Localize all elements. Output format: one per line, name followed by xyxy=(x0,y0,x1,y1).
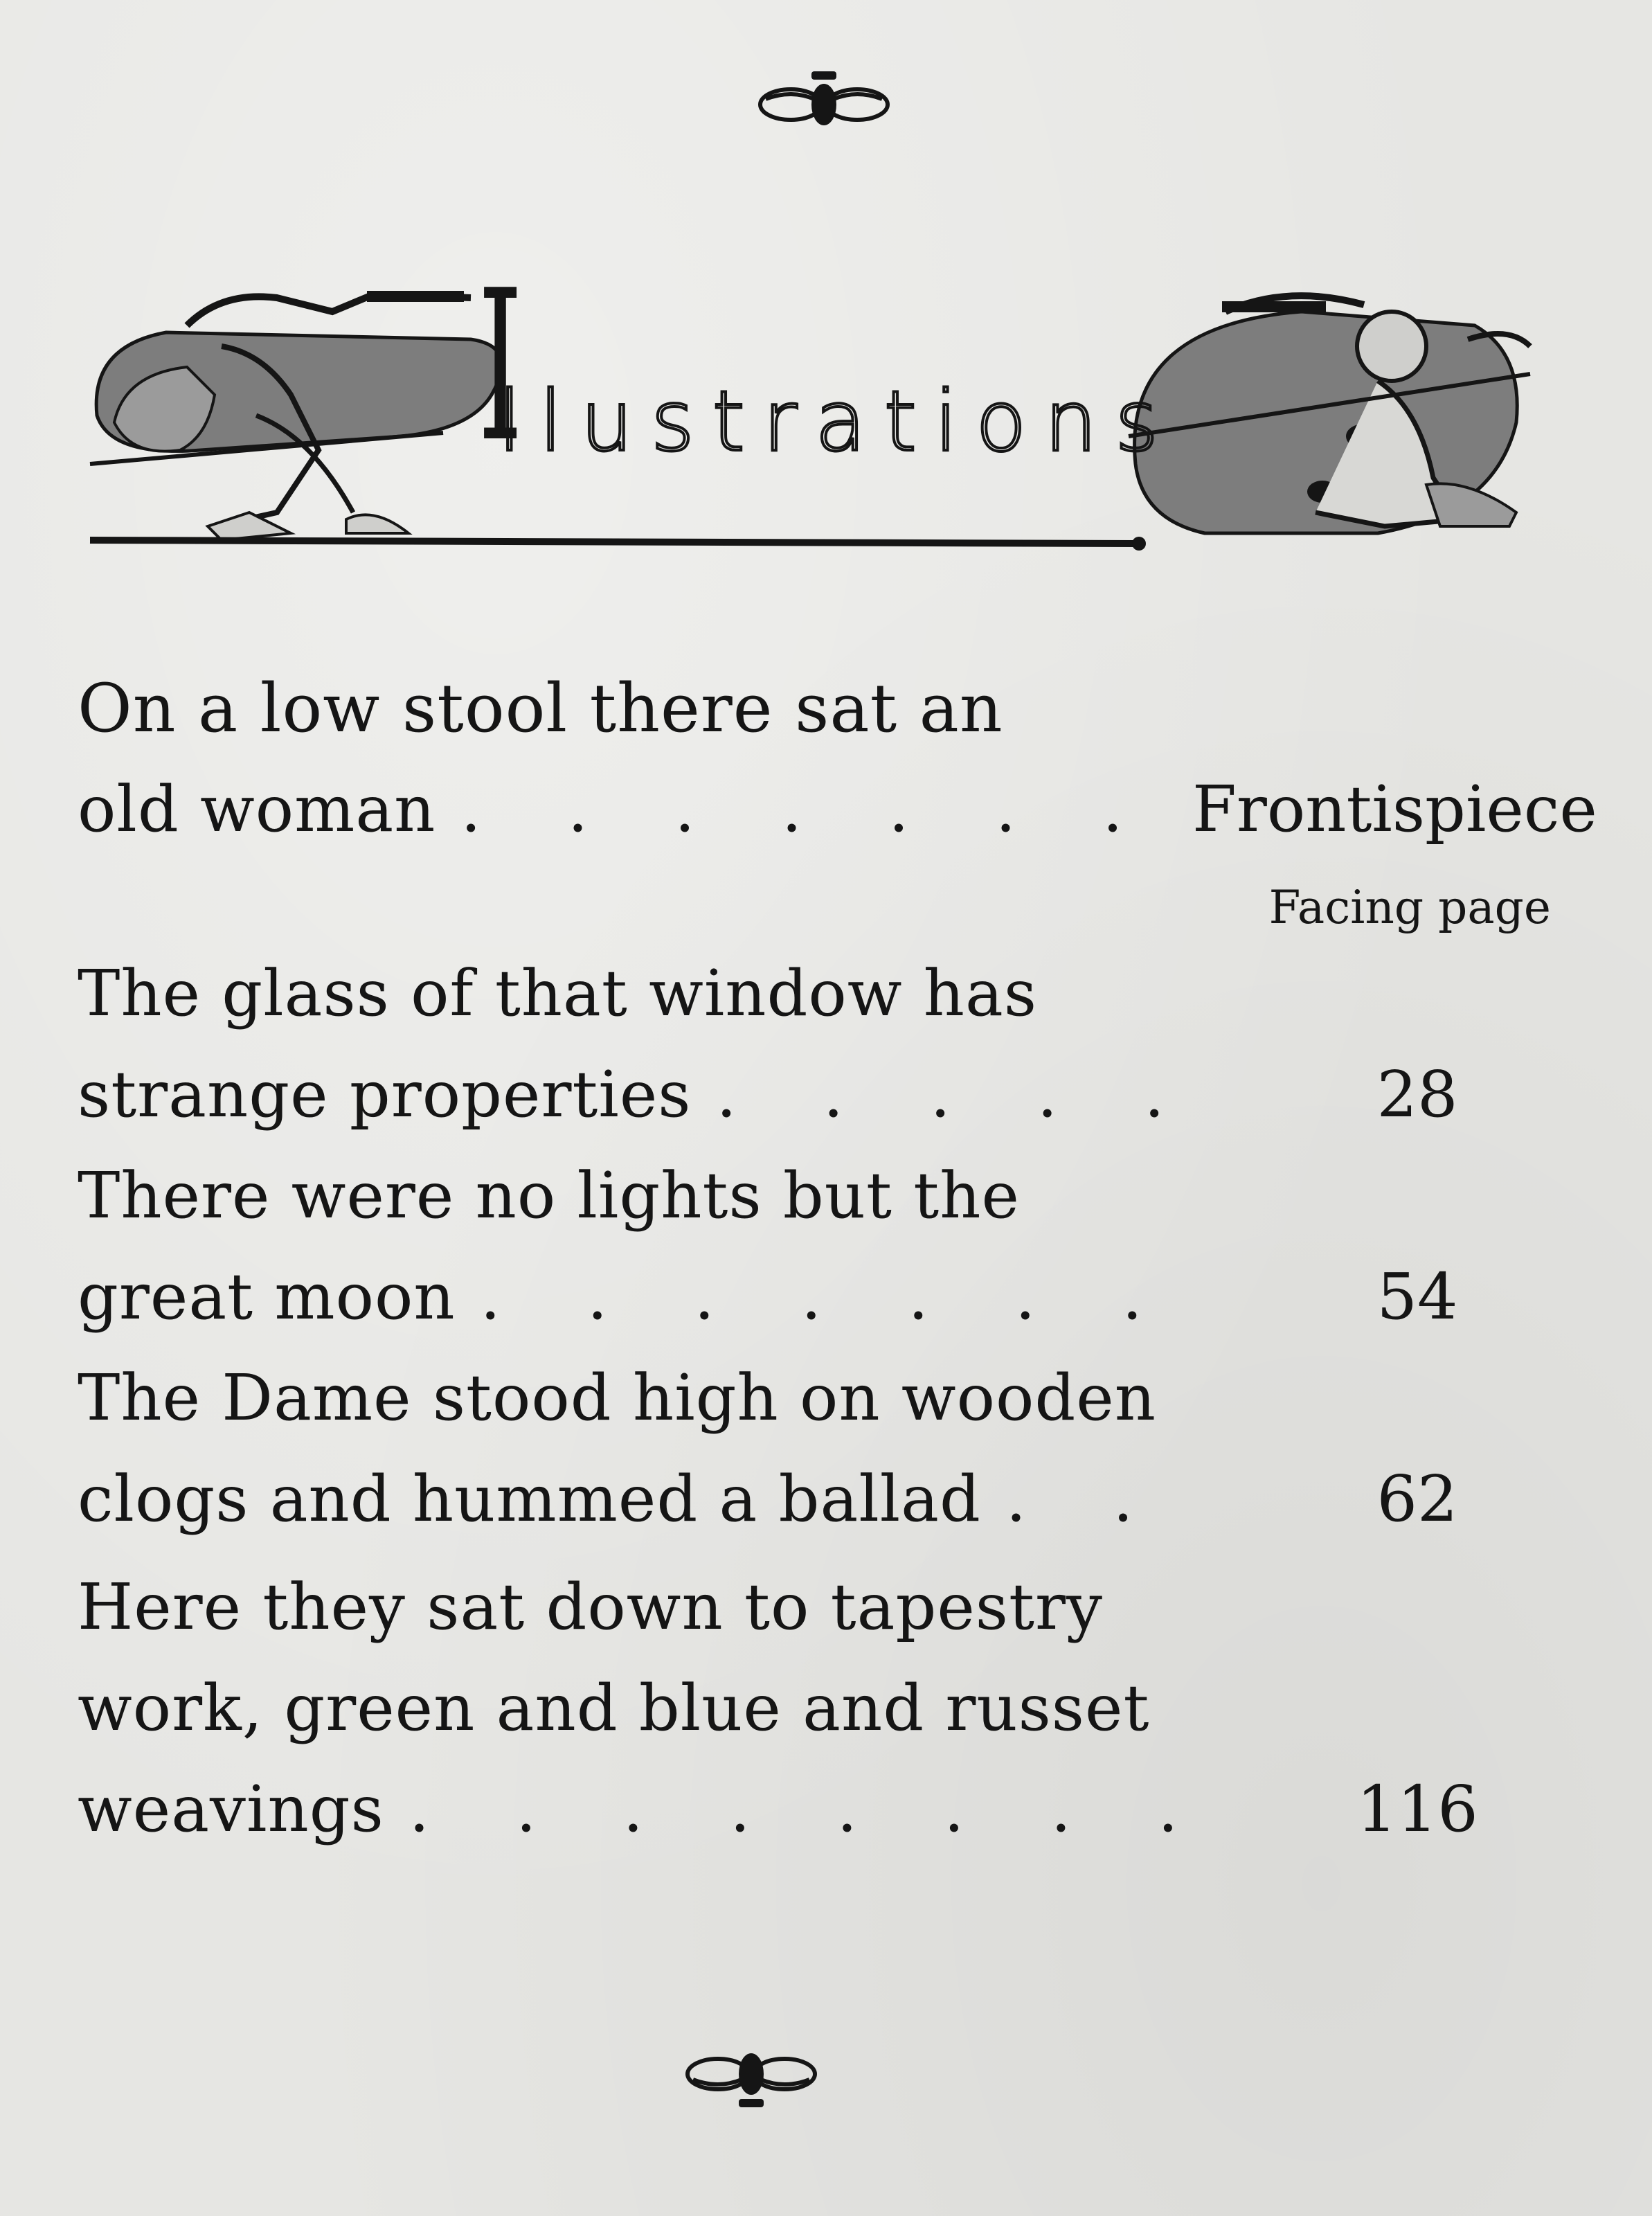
entry-line: The Dame stood high on wooden xyxy=(78,1361,1157,1435)
entry-line-text: old woman xyxy=(78,772,436,846)
title-initial: I xyxy=(478,246,521,488)
page-title xyxy=(478,180,1177,488)
entry-line: Here they sat down to tapestry xyxy=(78,1570,1103,1644)
page-number: Frontispiece xyxy=(1192,772,1597,846)
beetle-ornament-icon xyxy=(682,2046,820,2113)
entry-line-text: weavings xyxy=(78,1772,384,1846)
entry-line: There were no lights but the xyxy=(78,1159,1020,1233)
list-item xyxy=(78,943,1566,1145)
page-number: 54 xyxy=(1376,1260,1458,1334)
beetle-ornament-icon xyxy=(755,66,893,132)
entry-line-text: strange properties xyxy=(78,1057,692,1132)
dot-leader: . . . . . xyxy=(716,1057,1198,1132)
list-item xyxy=(78,1348,1566,1550)
title-rest: llustrations xyxy=(498,374,1177,470)
list-item xyxy=(78,1145,1566,1348)
elf-illustration xyxy=(90,291,502,540)
dot-leader: . . . . . . . xyxy=(480,1260,1176,1334)
list-item xyxy=(78,658,1597,860)
page-number: 28 xyxy=(1376,1057,1458,1132)
page-number: 116 xyxy=(1356,1772,1478,1846)
entry-line: The glass of that window has xyxy=(78,956,1038,1030)
facing-page-label: Facing page xyxy=(1268,881,1551,934)
elf-with-palette-illustration xyxy=(1129,296,1530,533)
entry-line-text: great moon xyxy=(78,1260,456,1334)
entry-line: work, green and blue and russet xyxy=(78,1671,1150,1745)
illustration-list xyxy=(78,658,1597,1860)
column-header-row xyxy=(78,877,1566,943)
dot-leader: . . xyxy=(1005,1462,1167,1536)
list-item xyxy=(78,1557,1566,1860)
page-number: 62 xyxy=(1376,1462,1458,1536)
dot-leader: . . . . . . . xyxy=(460,772,1156,846)
entry-line: On a low stool there sat an xyxy=(78,670,1003,747)
dot-leader: . . . . . . . . xyxy=(408,1772,1212,1846)
entry-line-text: clogs and hummed a ballad xyxy=(78,1462,981,1536)
